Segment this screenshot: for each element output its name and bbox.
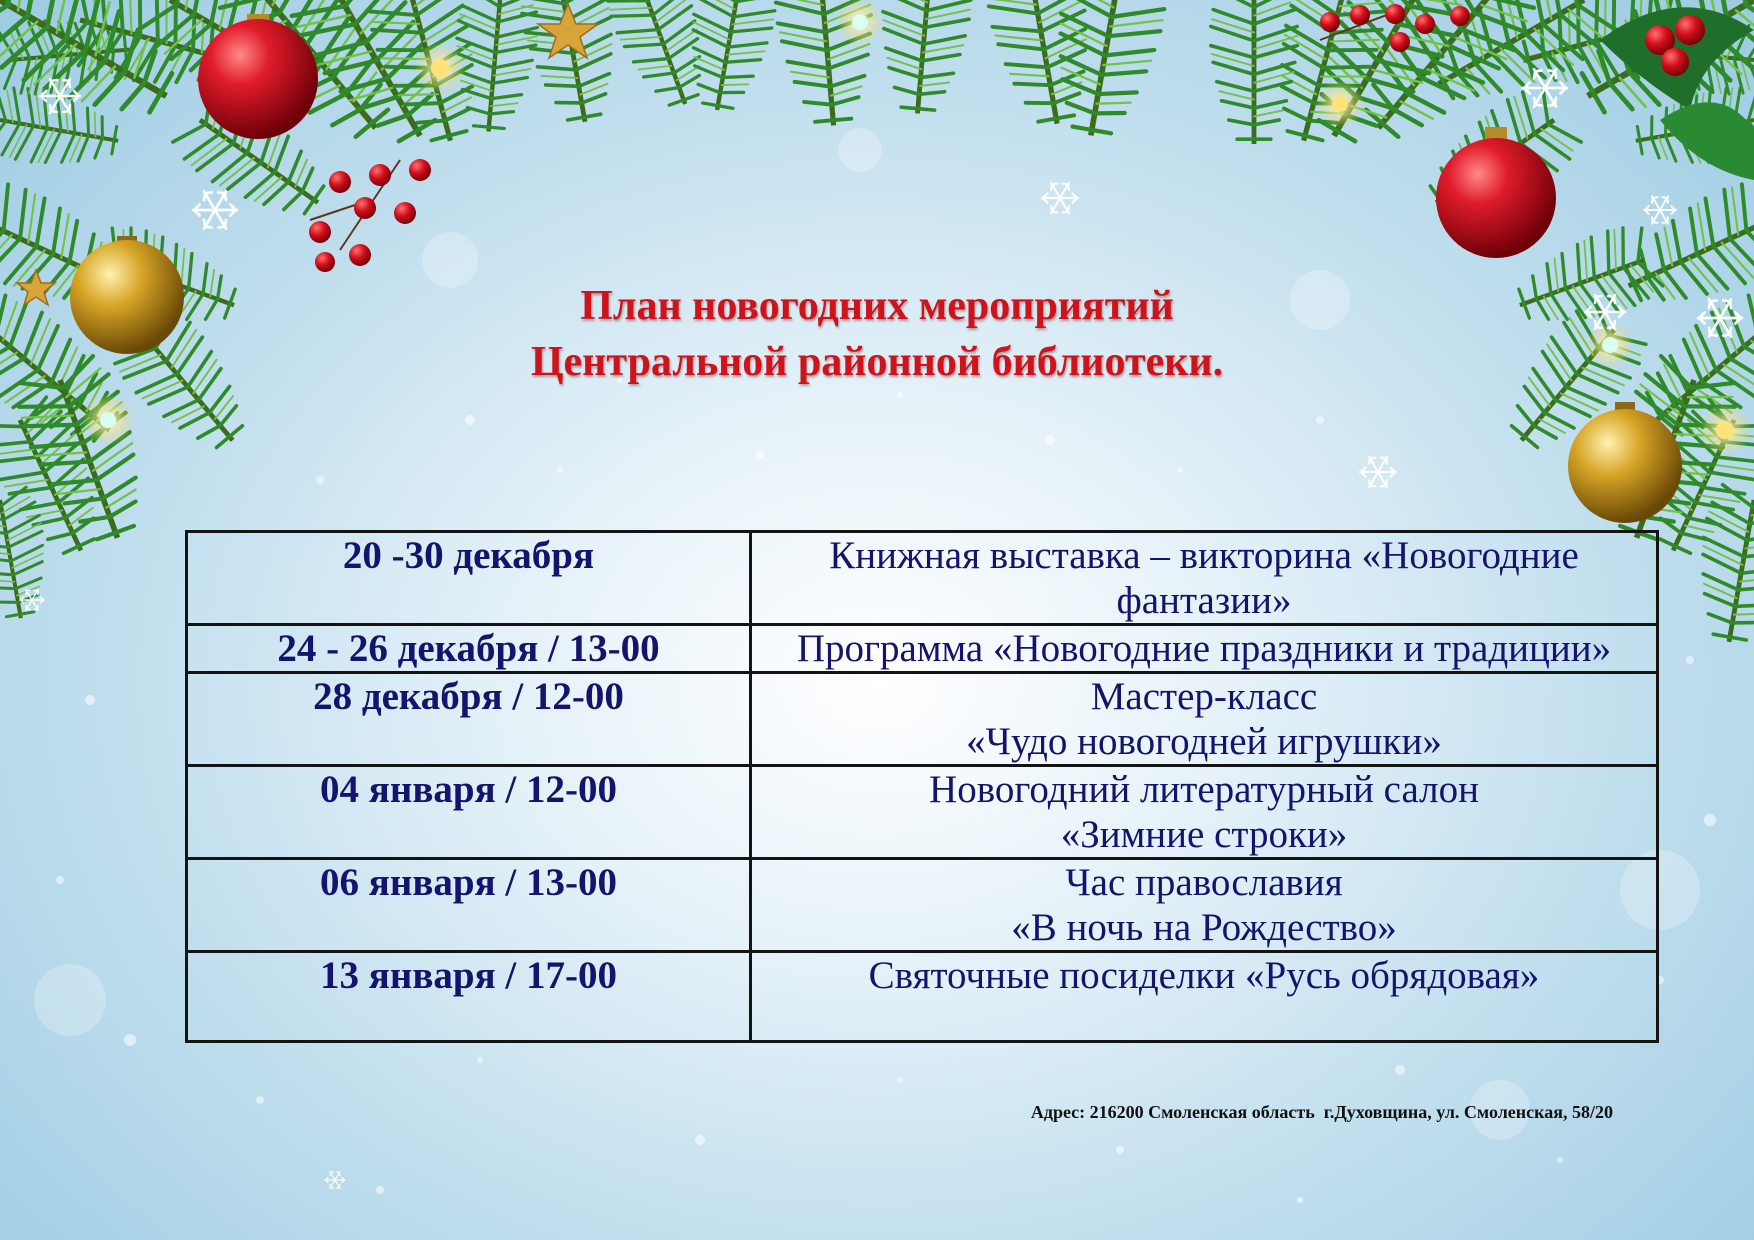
event-title-cell [751, 532, 1658, 625]
title-line-2: Центральной районной библиотеки. [530, 339, 1224, 385]
event-title-line: «Чудо новогодней игрушки» [966, 720, 1442, 763]
event-title-line: Святочные посиделки «Русь обрядовая» [868, 954, 1540, 997]
event-title-cell [751, 766, 1658, 859]
table-row [187, 859, 1658, 952]
event-date-cell: 24 - 26 декабря / 13-00 [187, 625, 751, 673]
event-date-cell: 28 декабря / 12-00 [187, 673, 751, 766]
address-text: Адрес: 216200 Смоленская область г.Духовщина, ул. Смоленская, 58/20 [1030, 1102, 1613, 1122]
event-title-cell [751, 952, 1658, 1042]
event-title-line: Мастер-класс [1090, 675, 1318, 718]
event-title-line: Час православия [1065, 861, 1343, 904]
page-title [0, 278, 1754, 390]
event-date-cell: 13 января / 17-00 [187, 952, 751, 1042]
event-title-line: Программа «Новогодние праздники и традиции» [796, 627, 1612, 670]
event-title-line: «В ночь на Рождество» [1011, 906, 1397, 949]
table-row [187, 766, 1658, 859]
table-row [187, 532, 1658, 625]
event-title-cell [751, 859, 1658, 952]
event-title-line: фантазии» [1116, 579, 1292, 622]
event-title-cell [751, 625, 1658, 673]
table-row [187, 625, 1658, 673]
event-date-cell: 06 января / 13-00 [187, 859, 751, 952]
event-title-cell [751, 673, 1658, 766]
event-title-line: Книжная выставка – викторина «Новогодние [829, 534, 1579, 577]
event-date-cell: 20 -30 декабря [187, 532, 751, 625]
event-title-line: «Зимние строки» [1060, 813, 1348, 856]
events-table [185, 530, 1659, 1043]
table-row [187, 952, 1658, 1042]
event-title-line: Новогодний литературный салон [929, 768, 1479, 811]
title-line-1: План новогодних мероприятий [580, 283, 1174, 329]
event-date-cell: 04 января / 12-00 [187, 766, 751, 859]
table-row [187, 673, 1658, 766]
